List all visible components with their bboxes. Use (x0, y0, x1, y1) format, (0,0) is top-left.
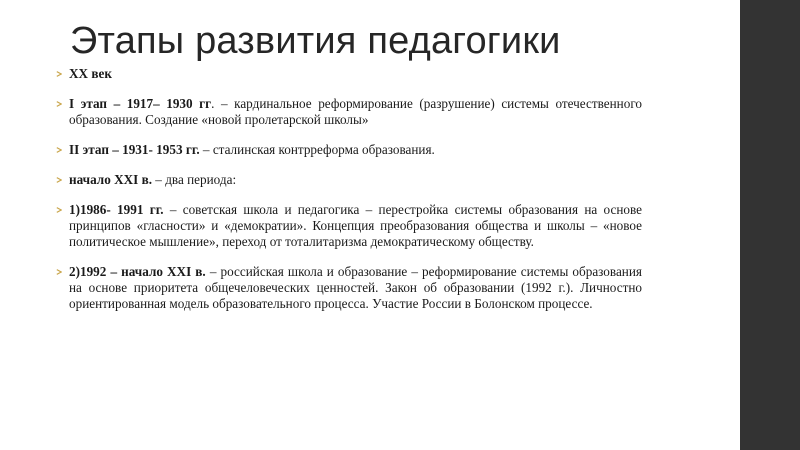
bullet-item-period-2 (56, 264, 642, 312)
bullet-heading: 1)1986- 1991 гг. (69, 202, 164, 217)
bullet-arrow-icon (56, 269, 62, 275)
slide-title: Этапы развития педагогики (70, 20, 561, 62)
bullet-arrow-icon (56, 71, 62, 77)
bullet-arrow-icon (56, 177, 62, 183)
bullet-text: . – кардинальное реформирование (разрушение) системы отечественного образования. Создание «новой пролетарской школы» (69, 96, 642, 127)
bullet-text: – два периода: (152, 172, 237, 187)
dark-side-panel (740, 0, 800, 450)
bullet-arrow-icon (56, 147, 62, 153)
bullet-heading: I этап – 1917– 1930 гг (69, 96, 212, 111)
bullet-list (56, 66, 642, 312)
bullet-arrow-icon (56, 207, 62, 213)
bullet-item-xx-century (56, 66, 642, 82)
bullet-item-xxi-century (56, 172, 642, 188)
bullet-text: – российская школа и образование – реформирование системы образования на основе приоритета общечеловеческих ценностей. Закон об образовании (1992 г.). Личностно ориентированная модель образовательного процесса. Участие России в Болонском процессе. (69, 264, 642, 311)
bullet-heading: II этап – 1931- 1953 гг. (69, 142, 200, 157)
bullet-item-stage-1 (56, 96, 642, 128)
bullet-text: – сталинская контрреформа образования. (199, 142, 435, 157)
bullet-text: – советская школа и педагогика – перестройка системы образования на основе принципов «гласности» и «демократии». Концепция преобразования общества и школы – «новое политическое мышление», переход от тоталитаризма демократическому обществу. (69, 202, 642, 249)
bullet-heading: начало XXI в. (69, 172, 152, 187)
bullet-arrow-icon (56, 101, 62, 107)
bullet-heading: 2)1992 – начало XXI в. (69, 264, 206, 279)
bullet-item-period-1 (56, 202, 642, 250)
bullet-item-stage-2 (56, 142, 642, 158)
bullet-heading: XX век (69, 66, 112, 81)
